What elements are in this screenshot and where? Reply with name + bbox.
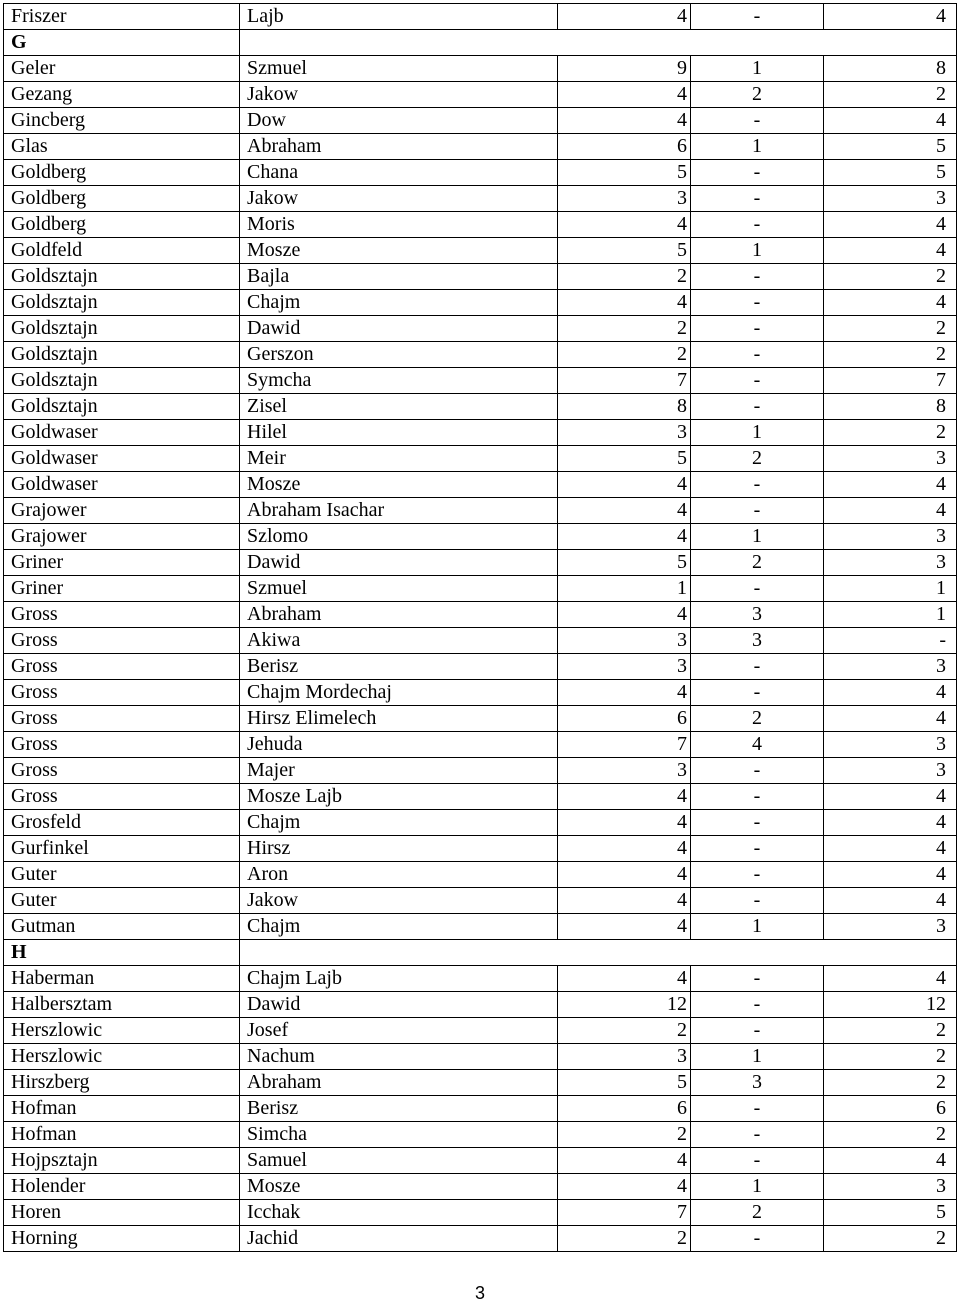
count-a-cell: 4 <box>558 602 691 628</box>
surname-cell: Guter <box>4 862 240 888</box>
count-a-cell: 5 <box>558 238 691 264</box>
count-b-cell: - <box>691 472 824 498</box>
count-c-cell: 4 <box>824 472 957 498</box>
count-b-cell: - <box>691 836 824 862</box>
table-row <box>4 758 957 784</box>
given-name-cell: Chana <box>240 160 558 186</box>
count-b-cell: - <box>691 290 824 316</box>
count-a-cell: 5 <box>558 160 691 186</box>
count-b-cell: - <box>691 316 824 342</box>
count-b-cell: - <box>691 576 824 602</box>
count-a-cell: 2 <box>558 1226 691 1252</box>
table-row <box>4 914 957 940</box>
count-a-cell: 4 <box>558 862 691 888</box>
surname-cell: Glas <box>4 134 240 160</box>
count-a-cell: 4 <box>558 914 691 940</box>
count-c-cell: 4 <box>824 836 957 862</box>
count-c-cell: 2 <box>824 342 957 368</box>
count-c-cell: 7 <box>824 368 957 394</box>
count-a-cell: 5 <box>558 446 691 472</box>
count-c-cell: 1 <box>824 576 957 602</box>
given-name-cell: Chajm <box>240 810 558 836</box>
surname-cell: Herszlowic <box>4 1018 240 1044</box>
count-a-cell: 4 <box>558 108 691 134</box>
surname-cell: Hofman <box>4 1096 240 1122</box>
count-a-cell: 4 <box>558 966 691 992</box>
count-a-cell: 3 <box>558 758 691 784</box>
table-row <box>4 264 957 290</box>
table-row <box>4 368 957 394</box>
given-name-cell: Jachid <box>240 1226 558 1252</box>
surname-cell: Goldberg <box>4 186 240 212</box>
table-row <box>4 290 957 316</box>
count-c-cell: 3 <box>824 732 957 758</box>
surname-cell: Goldfeld <box>4 238 240 264</box>
table-row <box>4 862 957 888</box>
count-b-cell: - <box>691 186 824 212</box>
surname-cell: Goldsztajn <box>4 290 240 316</box>
table-row <box>4 524 957 550</box>
given-name-cell: Symcha <box>240 368 558 394</box>
count-a-cell: 4 <box>558 4 691 30</box>
table-row <box>4 394 957 420</box>
count-a-cell: 4 <box>558 836 691 862</box>
count-a-cell: 2 <box>558 1018 691 1044</box>
count-a-cell: 4 <box>558 290 691 316</box>
count-c-cell: 6 <box>824 1096 957 1122</box>
count-b-cell: 2 <box>691 550 824 576</box>
given-name-cell: Berisz <box>240 1096 558 1122</box>
count-c-cell: 8 <box>824 394 957 420</box>
count-b-cell: - <box>691 368 824 394</box>
table-row <box>4 56 957 82</box>
count-c-cell: 8 <box>824 56 957 82</box>
count-b-cell: 3 <box>691 628 824 654</box>
given-name-cell: Mosze <box>240 238 558 264</box>
table-row <box>4 602 957 628</box>
table-row <box>4 316 957 342</box>
count-b-cell: 1 <box>691 1174 824 1200</box>
surname-cell: Griner <box>4 550 240 576</box>
table-row <box>4 784 957 810</box>
surname-cell: Goldwaser <box>4 420 240 446</box>
given-name-cell: Dawid <box>240 316 558 342</box>
given-name-cell: Lajb <box>240 4 558 30</box>
given-name-cell: Chajm Lajb <box>240 966 558 992</box>
count-a-cell: 2 <box>558 342 691 368</box>
count-c-cell: 4 <box>824 966 957 992</box>
surname-cell: Grajower <box>4 524 240 550</box>
surname-cell: Holender <box>4 1174 240 1200</box>
count-a-cell: 2 <box>558 264 691 290</box>
given-name-cell: Hilel <box>240 420 558 446</box>
count-c-cell: 4 <box>824 680 957 706</box>
surname-cell: Haberman <box>4 966 240 992</box>
count-a-cell: 6 <box>558 134 691 160</box>
table-row <box>4 342 957 368</box>
count-b-cell: 2 <box>691 446 824 472</box>
count-b-cell: - <box>691 498 824 524</box>
count-c-cell: 4 <box>824 1148 957 1174</box>
count-b-cell: - <box>691 654 824 680</box>
surname-cell: Goldsztajn <box>4 342 240 368</box>
table-row <box>4 888 957 914</box>
count-c-cell: 4 <box>824 238 957 264</box>
surname-cell: Gross <box>4 758 240 784</box>
count-c-cell: 3 <box>824 550 957 576</box>
count-b-cell: - <box>691 1226 824 1252</box>
count-b-cell: - <box>691 1122 824 1148</box>
count-a-cell: 2 <box>558 316 691 342</box>
count-b-cell: 2 <box>691 706 824 732</box>
count-a-cell: 9 <box>558 56 691 82</box>
table-row <box>4 680 957 706</box>
surname-cell: Gincberg <box>4 108 240 134</box>
given-name-cell: Szlomo <box>240 524 558 550</box>
table-row <box>4 732 957 758</box>
surname-cell: Geler <box>4 56 240 82</box>
given-name-cell: Dow <box>240 108 558 134</box>
count-a-cell: 3 <box>558 420 691 446</box>
table-row <box>4 576 957 602</box>
count-a-cell: 3 <box>558 1044 691 1070</box>
given-name-cell: Abraham <box>240 1070 558 1096</box>
surname-cell: Goldsztajn <box>4 394 240 420</box>
count-b-cell: 1 <box>691 524 824 550</box>
count-c-cell: 2 <box>824 1226 957 1252</box>
surname-cell: Goldberg <box>4 212 240 238</box>
count-a-cell: 4 <box>558 680 691 706</box>
table-row <box>4 654 957 680</box>
count-b-cell: - <box>691 888 824 914</box>
table-row <box>4 706 957 732</box>
table-row <box>4 550 957 576</box>
table-row <box>4 966 957 992</box>
given-name-cell: Abraham <box>240 134 558 160</box>
roster-body <box>4 4 957 1252</box>
count-a-cell: 2 <box>558 1122 691 1148</box>
count-c-cell: 4 <box>824 810 957 836</box>
count-b-cell: 3 <box>691 602 824 628</box>
count-a-cell: 7 <box>558 732 691 758</box>
count-a-cell: 4 <box>558 472 691 498</box>
surname-cell: Gross <box>4 732 240 758</box>
count-b-cell: - <box>691 810 824 836</box>
count-a-cell: 4 <box>558 82 691 108</box>
table-row <box>4 446 957 472</box>
count-c-cell: 3 <box>824 524 957 550</box>
count-b-cell: - <box>691 1148 824 1174</box>
table-row <box>4 134 957 160</box>
count-a-cell: 4 <box>558 212 691 238</box>
count-c-cell: 4 <box>824 862 957 888</box>
count-c-cell: 2 <box>824 420 957 446</box>
surname-cell: Friszer <box>4 4 240 30</box>
section-header-row <box>4 30 957 56</box>
count-b-cell: 1 <box>691 238 824 264</box>
count-b-cell: - <box>691 992 824 1018</box>
count-a-cell: 6 <box>558 706 691 732</box>
surname-cell: Hofman <box>4 1122 240 1148</box>
given-name-cell: Moris <box>240 212 558 238</box>
count-c-cell: 3 <box>824 1174 957 1200</box>
table-row <box>4 1018 957 1044</box>
surname-cell: Halbersztam <box>4 992 240 1018</box>
count-b-cell: - <box>691 680 824 706</box>
given-name-cell: Szmuel <box>240 56 558 82</box>
table-row <box>4 1096 957 1122</box>
given-name-cell: Gerszon <box>240 342 558 368</box>
given-name-cell: Akiwa <box>240 628 558 654</box>
count-a-cell: 4 <box>558 1148 691 1174</box>
table-row <box>4 1174 957 1200</box>
surname-cell: Gross <box>4 628 240 654</box>
given-name-cell: Chajm <box>240 290 558 316</box>
surname-cell: Griner <box>4 576 240 602</box>
surname-cell: Herszlowic <box>4 1044 240 1070</box>
table-row <box>4 1200 957 1226</box>
surname-cell: Goldwaser <box>4 472 240 498</box>
surname-cell: Gurfinkel <box>4 836 240 862</box>
given-name-cell: Majer <box>240 758 558 784</box>
surname-cell: Horning <box>4 1226 240 1252</box>
count-c-cell: 4 <box>824 4 957 30</box>
table-row <box>4 238 957 264</box>
surname-cell: Goldsztajn <box>4 316 240 342</box>
surname-cell: Gross <box>4 784 240 810</box>
given-name-cell: Jehuda <box>240 732 558 758</box>
count-a-cell: 8 <box>558 394 691 420</box>
table-row <box>4 4 957 30</box>
surname-cell: Gross <box>4 680 240 706</box>
count-c-cell: 3 <box>824 186 957 212</box>
count-a-cell: 4 <box>558 810 691 836</box>
given-name-cell: Jakow <box>240 82 558 108</box>
given-name-cell: Jakow <box>240 186 558 212</box>
surname-cell: Goldsztajn <box>4 368 240 394</box>
surname-cell: Hirszberg <box>4 1070 240 1096</box>
count-c-cell: 4 <box>824 706 957 732</box>
count-b-cell: - <box>691 108 824 134</box>
count-b-cell: 1 <box>691 1044 824 1070</box>
count-a-cell: 4 <box>558 784 691 810</box>
given-name-cell: Mosze <box>240 1174 558 1200</box>
given-name-cell: Samuel <box>240 1148 558 1174</box>
section-blank-cell <box>240 30 957 56</box>
given-name-cell: Icchak <box>240 1200 558 1226</box>
count-b-cell: 4 <box>691 732 824 758</box>
count-b-cell: 1 <box>691 914 824 940</box>
surname-cell: Gross <box>4 654 240 680</box>
table-row <box>4 1148 957 1174</box>
count-c-cell: 2 <box>824 1044 957 1070</box>
count-c-cell: 4 <box>824 784 957 810</box>
count-a-cell: 7 <box>558 1200 691 1226</box>
table-row <box>4 82 957 108</box>
count-b-cell: 1 <box>691 420 824 446</box>
roster-table <box>3 3 957 1252</box>
count-c-cell: 3 <box>824 446 957 472</box>
count-b-cell: - <box>691 1018 824 1044</box>
table-row <box>4 1122 957 1148</box>
table-row <box>4 1070 957 1096</box>
surname-cell: Hojpsztajn <box>4 1148 240 1174</box>
count-a-cell: 5 <box>558 550 691 576</box>
table-row <box>4 1044 957 1070</box>
table-row <box>4 1226 957 1252</box>
table-row <box>4 810 957 836</box>
count-c-cell: 4 <box>824 888 957 914</box>
count-b-cell: - <box>691 784 824 810</box>
section-letter: G <box>4 30 240 56</box>
count-c-cell: 5 <box>824 1200 957 1226</box>
count-b-cell: - <box>691 966 824 992</box>
surname-cell: Grosfeld <box>4 810 240 836</box>
count-c-cell: 2 <box>824 1070 957 1096</box>
surname-cell: Goldberg <box>4 160 240 186</box>
table-row <box>4 160 957 186</box>
count-c-cell: - <box>824 628 957 654</box>
given-name-cell: Hirsz <box>240 836 558 862</box>
count-b-cell: 1 <box>691 56 824 82</box>
count-b-cell: - <box>691 264 824 290</box>
count-c-cell: 3 <box>824 654 957 680</box>
table-row <box>4 420 957 446</box>
count-c-cell: 12 <box>824 992 957 1018</box>
count-c-cell: 2 <box>824 1122 957 1148</box>
count-c-cell: 3 <box>824 914 957 940</box>
surname-cell: Grajower <box>4 498 240 524</box>
table-row <box>4 498 957 524</box>
table-row <box>4 472 957 498</box>
table-row <box>4 186 957 212</box>
given-name-cell: Josef <box>240 1018 558 1044</box>
given-name-cell: Dawid <box>240 992 558 1018</box>
count-b-cell: 3 <box>691 1070 824 1096</box>
count-b-cell: - <box>691 1096 824 1122</box>
count-a-cell: 1 <box>558 576 691 602</box>
given-name-cell: Jakow <box>240 888 558 914</box>
given-name-cell: Chajm Mordechaj <box>240 680 558 706</box>
count-c-cell: 4 <box>824 498 957 524</box>
count-a-cell: 3 <box>558 186 691 212</box>
table-row <box>4 836 957 862</box>
count-c-cell: 2 <box>824 316 957 342</box>
count-a-cell: 4 <box>558 524 691 550</box>
table-row <box>4 108 957 134</box>
given-name-cell: Aron <box>240 862 558 888</box>
section-blank-cell <box>240 940 957 966</box>
given-name-cell: Nachum <box>240 1044 558 1070</box>
count-a-cell: 7 <box>558 368 691 394</box>
count-a-cell: 6 <box>558 1096 691 1122</box>
section-letter: H <box>4 940 240 966</box>
given-name-cell: Bajla <box>240 264 558 290</box>
surname-cell: Gezang <box>4 82 240 108</box>
count-b-cell: - <box>691 160 824 186</box>
count-c-cell: 3 <box>824 758 957 784</box>
surname-cell: Horen <box>4 1200 240 1226</box>
count-b-cell: - <box>691 212 824 238</box>
count-a-cell: 4 <box>558 1174 691 1200</box>
table-row <box>4 628 957 654</box>
count-c-cell: 1 <box>824 602 957 628</box>
given-name-cell: Simcha <box>240 1122 558 1148</box>
table-row <box>4 992 957 1018</box>
count-b-cell: - <box>691 758 824 784</box>
count-b-cell: - <box>691 4 824 30</box>
count-a-cell: 12 <box>558 992 691 1018</box>
given-name-cell: Dawid <box>240 550 558 576</box>
count-c-cell: 5 <box>824 160 957 186</box>
surname-cell: Gross <box>4 706 240 732</box>
given-name-cell: Abraham Isachar <box>240 498 558 524</box>
count-c-cell: 4 <box>824 108 957 134</box>
surname-cell: Goldwaser <box>4 446 240 472</box>
given-name-cell: Hirsz Elimelech <box>240 706 558 732</box>
count-b-cell: - <box>691 862 824 888</box>
count-c-cell: 2 <box>824 264 957 290</box>
count-c-cell: 4 <box>824 290 957 316</box>
count-a-cell: 3 <box>558 628 691 654</box>
count-b-cell: - <box>691 394 824 420</box>
given-name-cell: Chajm <box>240 914 558 940</box>
count-a-cell: 5 <box>558 1070 691 1096</box>
section-header-row <box>4 940 957 966</box>
count-b-cell: 2 <box>691 82 824 108</box>
given-name-cell: Mosze <box>240 472 558 498</box>
count-b-cell: 1 <box>691 134 824 160</box>
count-c-cell: 2 <box>824 82 957 108</box>
given-name-cell: Abraham <box>240 602 558 628</box>
page-number: 3 <box>474 1283 485 1303</box>
given-name-cell: Meir <box>240 446 558 472</box>
count-a-cell: 4 <box>558 888 691 914</box>
given-name-cell: Zisel <box>240 394 558 420</box>
count-c-cell: 2 <box>824 1018 957 1044</box>
count-b-cell: 2 <box>691 1200 824 1226</box>
surname-cell: Gross <box>4 602 240 628</box>
surname-cell: Goldsztajn <box>4 264 240 290</box>
count-b-cell: - <box>691 342 824 368</box>
given-name-cell: Mosze Lajb <box>240 784 558 810</box>
table-row <box>4 212 957 238</box>
count-c-cell: 5 <box>824 134 957 160</box>
count-a-cell: 4 <box>558 498 691 524</box>
surname-cell: Guter <box>4 888 240 914</box>
surname-cell: Gutman <box>4 914 240 940</box>
given-name-cell: Berisz <box>240 654 558 680</box>
count-a-cell: 3 <box>558 654 691 680</box>
given-name-cell: Szmuel <box>240 576 558 602</box>
count-c-cell: 4 <box>824 212 957 238</box>
